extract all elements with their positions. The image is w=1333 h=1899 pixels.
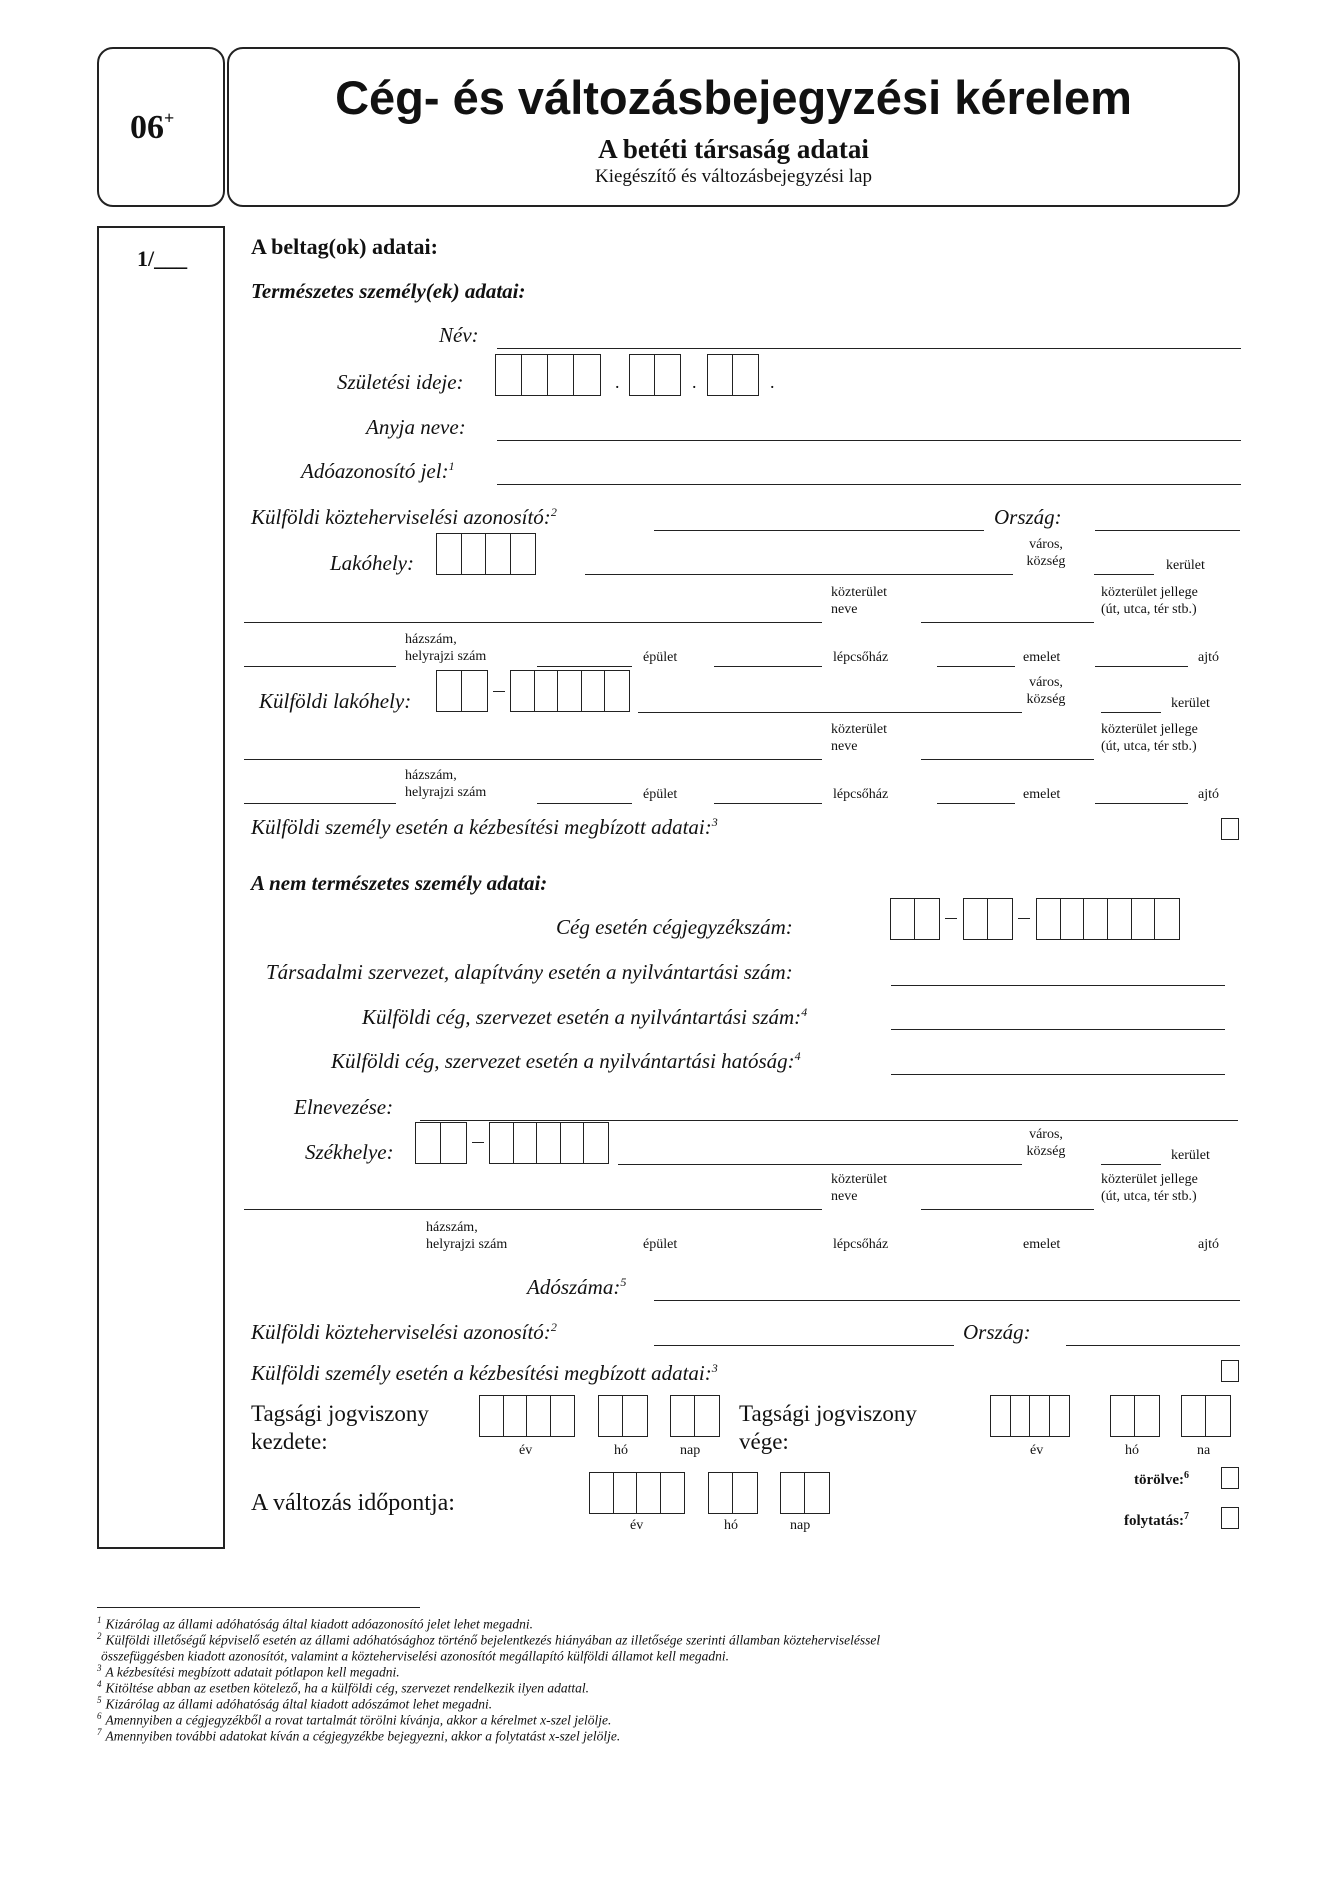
foreign-residence-house-number-field[interactable]: [244, 803, 396, 804]
house-number-label: házszám, helyrajzi szám: [405, 632, 487, 664]
residence-city-field[interactable]: [585, 574, 1013, 575]
house-number-label: házszám, helyrajzi szám: [426, 1220, 508, 1252]
entity-country-label: Ország:: [963, 1320, 1031, 1344]
dash: [472, 1142, 484, 1143]
dash: [945, 918, 957, 919]
ngo-reg-number-field[interactable]: [891, 985, 1225, 986]
district-label: kerület: [1166, 558, 1205, 573]
stairway-label: lépcsőház: [833, 787, 889, 802]
change-month-cells[interactable]: [708, 1472, 758, 1514]
dash: [493, 691, 505, 692]
day-label: nap: [790, 1518, 811, 1533]
page-title: Cég- és változásbejegyzési kérelem: [335, 71, 1132, 124]
entity-name-label: Elnevezése:: [294, 1095, 394, 1119]
company-reg-type-cells[interactable]: [963, 898, 1013, 940]
month-label: hó: [724, 1518, 738, 1533]
birth-year-cells[interactable]: [495, 354, 601, 396]
district-label: kerület: [1171, 1148, 1210, 1163]
residence-floor-field[interactable]: [937, 666, 1015, 667]
date-dot: .: [692, 372, 697, 392]
entity-delivery-agent-label: Külföldi személy esetén a kézbesítési megbízott adatai:$^3$: [251, 1361, 718, 1385]
tax-number-label: Adószáma:$^5$: [527, 1275, 627, 1299]
footnote: $^3$ A kézbesítési megbízott adatait pótlapon kell megadni.: [97, 1663, 400, 1680]
city-label: város, község: [1026, 537, 1066, 569]
year-label: év: [1030, 1443, 1044, 1458]
continuation-label: folytatás:$^7$: [1124, 1511, 1189, 1529]
page-subsubtitle: Kiegészítő és változásbejegyzési lap: [595, 166, 872, 187]
membership-end-day-cells[interactable]: [1181, 1395, 1231, 1437]
residence-district-field[interactable]: [1094, 574, 1154, 575]
foreign-residence-country-cells[interactable]: [436, 670, 488, 712]
district-label: kerület: [1171, 696, 1210, 711]
foreign-tax-id-field[interactable]: [654, 530, 984, 531]
seat-city-field[interactable]: [618, 1164, 1022, 1165]
residence-postcode-cells[interactable]: [436, 533, 536, 575]
change-day-cells[interactable]: [780, 1472, 830, 1514]
date-dot: .: [770, 372, 775, 392]
residence-house-number-field[interactable]: [244, 666, 396, 667]
month-label: hó: [1125, 1443, 1139, 1458]
foreign-tax-id-label: Külföldi közteherviselési azonosító:$^2$: [251, 505, 557, 529]
building-label: épület: [643, 787, 678, 802]
street-name-label: közterület neve: [831, 722, 887, 754]
change-year-cells[interactable]: [589, 1472, 685, 1514]
street-name-label: közterület neve: [831, 585, 887, 617]
street-type-label: közterület jellege (út, utca, tér stb.): [1101, 1172, 1198, 1204]
section-number[interactable]: 1/___: [137, 246, 188, 271]
entity-country-field[interactable]: [1066, 1345, 1240, 1346]
seat-street-name-field[interactable]: [244, 1209, 822, 1210]
city-label: város, község: [1026, 1127, 1066, 1159]
birth-date-label: Születési ideje:: [337, 370, 464, 394]
ngo-reg-number-label: Társadalmi szervezet, alapítvány esetén a nyilvántartási szám:: [266, 960, 793, 984]
continuation-checkbox[interactable]: [1221, 1507, 1239, 1529]
membership-start-day-cells[interactable]: [670, 1395, 720, 1437]
section-heading: A beltag(ok) adatai:: [251, 234, 438, 259]
floor-label: emelet: [1023, 787, 1061, 802]
section-number-box: [97, 226, 225, 1549]
footnote: $^6$ Amennyiben a cégjegyzékből a rovat tartalmát törölni kívánja, akkor a kérelmet x-szel jelölje.: [97, 1711, 612, 1728]
footnote-divider: [97, 1607, 420, 1608]
date-dot: .: [615, 372, 620, 392]
mother-name-label: Anyja neve:: [366, 415, 466, 439]
stairway-label: lépcsőház: [833, 1237, 889, 1252]
door-label: ajtó: [1198, 1237, 1219, 1252]
foreign-company-reg-number-label: Külföldi cég, szervezet esetén a nyilvántartási szám:$^4$: [362, 1005, 808, 1029]
membership-start-label: Tagsági jogviszony kezdete:: [251, 1401, 429, 1454]
foreign-residence-city-field[interactable]: [638, 712, 1022, 713]
dash: [1018, 918, 1030, 919]
entity-foreign-tax-id-field[interactable]: [654, 1345, 954, 1346]
form-code: 06+: [130, 108, 175, 146]
tax-number-field[interactable]: [654, 1300, 1240, 1301]
city-label: város, község: [1026, 675, 1066, 707]
legal-entity-heading: A nem természetes személy adatai:: [251, 871, 548, 895]
street-type-label: közterület jellege (út, utca, tér stb.): [1101, 722, 1198, 754]
house-number-label: házszám, helyrajzi szám: [405, 768, 487, 800]
seat-label: Székhelye:: [305, 1140, 394, 1164]
deleted-checkbox[interactable]: [1221, 1467, 1239, 1489]
foreign-residence-postcode-cells[interactable]: [510, 670, 630, 712]
year-label: év: [519, 1443, 533, 1458]
month-label: hó: [614, 1443, 628, 1458]
seat-district-field[interactable]: [1101, 1164, 1161, 1165]
tax-id-field[interactable]: [497, 484, 1241, 485]
stairway-label: lépcsőház: [833, 650, 889, 665]
footnote: összefüggésben kiadott azonosítót, valamint a közteherviselési azonosítót megállapító külföldi államot kell megadni.: [101, 1648, 730, 1664]
natural-person-heading: Természetes személy(ek) adatai:: [251, 279, 526, 303]
change-date-label: A változás időpontja:: [251, 1490, 455, 1516]
floor-label: emelet: [1023, 650, 1061, 665]
name-field[interactable]: [497, 348, 1241, 349]
door-label: ajtó: [1198, 650, 1219, 665]
delivery-agent-label: Külföldi személy esetén a kézbesítési megbízott adatai:$^3$: [251, 815, 718, 839]
foreign-residence-street-name-field[interactable]: [244, 759, 822, 760]
company-reg-number-label: Cég esetén cégjegyzékszám:: [556, 915, 793, 939]
seat-street-type-field[interactable]: [921, 1209, 1094, 1210]
seat-postcode-cells[interactable]: [489, 1122, 609, 1164]
door-label: ajtó: [1198, 787, 1219, 802]
foreign-residence-street-type-field[interactable]: [921, 759, 1094, 760]
foreign-residence-building-field[interactable]: [537, 803, 632, 804]
footnote: $^1$ Kizárólag az állami adóhatóság által kiadott adóazonosító jelet lehet megadni.: [97, 1615, 533, 1632]
residence-street-name-field[interactable]: [244, 622, 822, 623]
footnote: $^7$ Amennyiben további adatokat kíván a cégjegyzékbe bejegyezni, akkor a folytatást x-szel jelölje.: [97, 1727, 621, 1744]
foreign-company-authority-label: Külföldi cég, szervezet esetén a nyilvántartási hatóság:$^4$: [331, 1049, 801, 1073]
deleted-label: törölve:$^6$: [1134, 1470, 1189, 1488]
entity-foreign-tax-id-label: Külföldi közteherviselési azonosító:$^2$: [251, 1320, 557, 1344]
street-name-label: közterület neve: [831, 1172, 887, 1204]
residence-door-field[interactable]: [1095, 666, 1188, 667]
membership-end-month-cells[interactable]: [1110, 1395, 1160, 1437]
membership-start-month-cells[interactable]: [598, 1395, 648, 1437]
residence-street-type-field[interactable]: [921, 622, 1094, 623]
foreign-residence-door-field[interactable]: [1095, 803, 1188, 804]
page-subtitle: A betéti társaság adatai: [598, 134, 869, 164]
day-label: na: [1197, 1443, 1211, 1458]
foreign-residence-district-field[interactable]: [1101, 712, 1161, 713]
foreign-residence-stairway-field[interactable]: [714, 803, 822, 804]
building-label: épület: [643, 650, 678, 665]
footnote: $^5$ Kizárólag az állami adóhatóság által kiadott adószámot lehet megadni.: [97, 1695, 493, 1712]
day-label: nap: [680, 1443, 701, 1458]
country-field[interactable]: [1095, 530, 1240, 531]
country-label: Ország:: [994, 505, 1062, 529]
foreign-residence-label: Külföldi lakóhely:: [259, 689, 412, 713]
foreign-residence-floor-field[interactable]: [937, 803, 1015, 804]
building-label: épület: [643, 1237, 678, 1252]
floor-label: emelet: [1023, 1237, 1061, 1252]
entity-delivery-agent-checkbox[interactable]: [1221, 1360, 1239, 1382]
membership-start-year-cells[interactable]: [479, 1395, 575, 1437]
residence-building-field[interactable]: [537, 666, 632, 667]
year-label: év: [630, 1518, 644, 1533]
street-type-label: közterület jellege (út, utca, tér stb.): [1101, 585, 1198, 617]
membership-end-year-cells[interactable]: [990, 1395, 1070, 1437]
tax-id-label: Adóazonosító jel:$^1$: [301, 459, 455, 483]
company-reg-serial-cells[interactable]: [1036, 898, 1180, 940]
footnote: $^2$ Külföldi illetőségű képviselő esetén az állami adóhatósághoz történő bejelentkezés hiányában az illetősége szerinti államban közteherviseléssel: [97, 1631, 881, 1648]
birth-day-cells[interactable]: [707, 354, 759, 396]
foreign-company-reg-number-field[interactable]: [891, 1029, 1225, 1030]
company-reg-court-cells[interactable]: [890, 898, 940, 940]
mother-name-field[interactable]: [497, 440, 1241, 441]
membership-end-label: Tagsági jogviszony vége:: [739, 1401, 917, 1454]
birth-month-cells[interactable]: [629, 354, 681, 396]
name-label: Név:: [439, 323, 479, 347]
residence-stairway-field[interactable]: [714, 666, 822, 667]
delivery-agent-checkbox[interactable]: [1221, 818, 1239, 840]
seat-country-cells[interactable]: [415, 1122, 467, 1164]
entity-name-field[interactable]: [420, 1120, 1238, 1121]
footnote: $^4$ Kitöltése abban az esetben kötelező, ha a külföldi cég, szervezet rendelkezik ilyen adattal.: [97, 1679, 590, 1696]
foreign-company-authority-field[interactable]: [891, 1074, 1225, 1075]
residence-label: Lakóhely:: [330, 551, 414, 575]
